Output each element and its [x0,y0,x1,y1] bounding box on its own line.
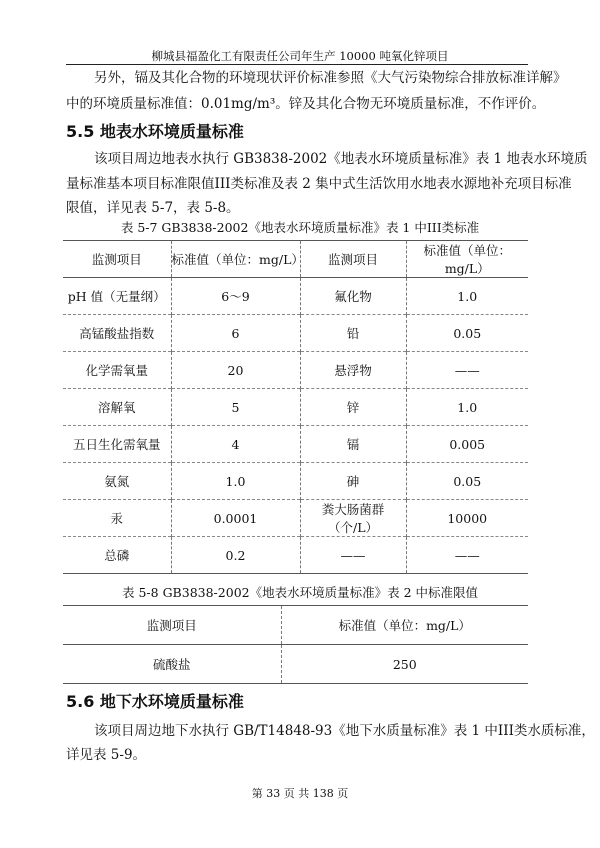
table-cell: 氟化物 [300,278,406,315]
section-5-5-line-2: 量标准基本项目标准限值III类标准及表 2 集中式生活饮用水地表水源地补充项目标准 [66,176,572,192]
table-cell: 化学需氧量 [63,352,171,389]
header-cell: 标准值（单位：mg/L） [281,606,528,645]
table-5-7-caption: 表 5-7 GB3838-2002《地表水环境质量标准》表 1 中III类标准 [120,220,480,235]
table-header-row [63,606,528,645]
table-cell: pH 值（无量纲） [67,289,166,304]
section-5-5-line-1: 该项目周边地表水执行 GB3838-2002《地表水环境质量标准》表 1 地表水环境质 [94,151,588,167]
header-cell: 标准值（单位：mg/L） [406,241,528,278]
table-cell: 铅 [300,315,406,352]
table-row [63,500,528,537]
header-divider [66,64,528,65]
header-cell: 监测项目 [300,241,406,278]
table-cell: 1.0 [171,463,300,500]
table-cell: 高锰酸盐指数 [63,315,171,352]
table-row [63,463,528,500]
table-cell: 5 [171,389,300,426]
table-cell: 悬浮物 [300,352,406,389]
table-cell: —— [406,537,528,574]
table-cell: 10000 [406,500,528,537]
table-cell: 4 [171,426,300,463]
table-cell: 0.05 [406,315,528,352]
table-cell: 粪大肠菌群（个/L） [300,500,406,537]
table-cell: 镉 [300,426,406,463]
table-row [63,278,528,315]
table-cell: 1.0 [406,278,528,315]
table-row [63,537,528,574]
table-cell: 五日生化需氧量 [63,426,171,463]
table-cell: —— [300,537,406,574]
table-cell: 汞 [63,500,171,537]
table-cell: 氨氮 [63,463,171,500]
intro-line-1: 另外，镉及其化合物的环境现状评价标准参照《大气污染物综合排放标准详解》 [94,70,567,86]
section-5-6-line-2: 详见表 5-9。 [66,747,147,763]
table-cell: 20 [171,352,300,389]
table-cell: 0.005 [406,426,528,463]
table-5-8 [63,605,528,684]
table-5-7 [63,240,528,574]
table-cell: 250 [281,645,528,684]
table-row [63,315,528,352]
table-header-row [63,241,528,278]
section-5-6-line-1: 该项目周边地下水执行 GB/T14848-93《地下水质量标准》表 1 中III类水质标准， [94,723,595,739]
header-cell: 监测项目 [63,241,171,278]
table-row [63,352,528,389]
table-cell: 总磷 [63,537,171,574]
running-header: 柳城县福盈化工有限责任公司年生产 10000 吨氧化锌项目 [151,49,449,63]
table-cell: 0.05 [406,463,528,500]
table-cell: 锌 [300,389,406,426]
table-cell: —— [406,352,528,389]
page-number: 第 33 页 共 138 页 [251,787,349,800]
table-cell: 砷 [300,463,406,500]
section-5-6-heading: 5.6 地下水环境质量标准 [66,692,244,711]
table-row [63,645,528,684]
table-row [63,389,528,426]
section-5-5-heading: 5.5 地表水环境质量标准 [66,122,244,141]
intro-line-2: 中的环境质量标准值：0.01mg/m³。锌及其化合物无环境质量标准，不作评价。 [66,96,546,112]
table-cell: 溶解氧 [63,389,171,426]
table-cell: 硫酸盐 [152,657,191,672]
table-cell: 0.2 [171,537,300,574]
section-5-5-line-3: 限值，详见表 5-7，表 5-8。 [66,200,240,216]
table-cell: 1.0 [406,389,528,426]
table-row [63,426,528,463]
header-cell: 标准值（单位：mg/L） [171,241,300,278]
table-cell: 0.0001 [171,500,300,537]
table-5-8-caption: 表 5-8 GB3838-2002《地表水环境质量标准》表 2 中标准限值 [122,585,478,600]
table-cell: 6～9 [171,278,300,315]
header-cell: 监测项目 [63,606,281,645]
table-cell: 6 [171,315,300,352]
